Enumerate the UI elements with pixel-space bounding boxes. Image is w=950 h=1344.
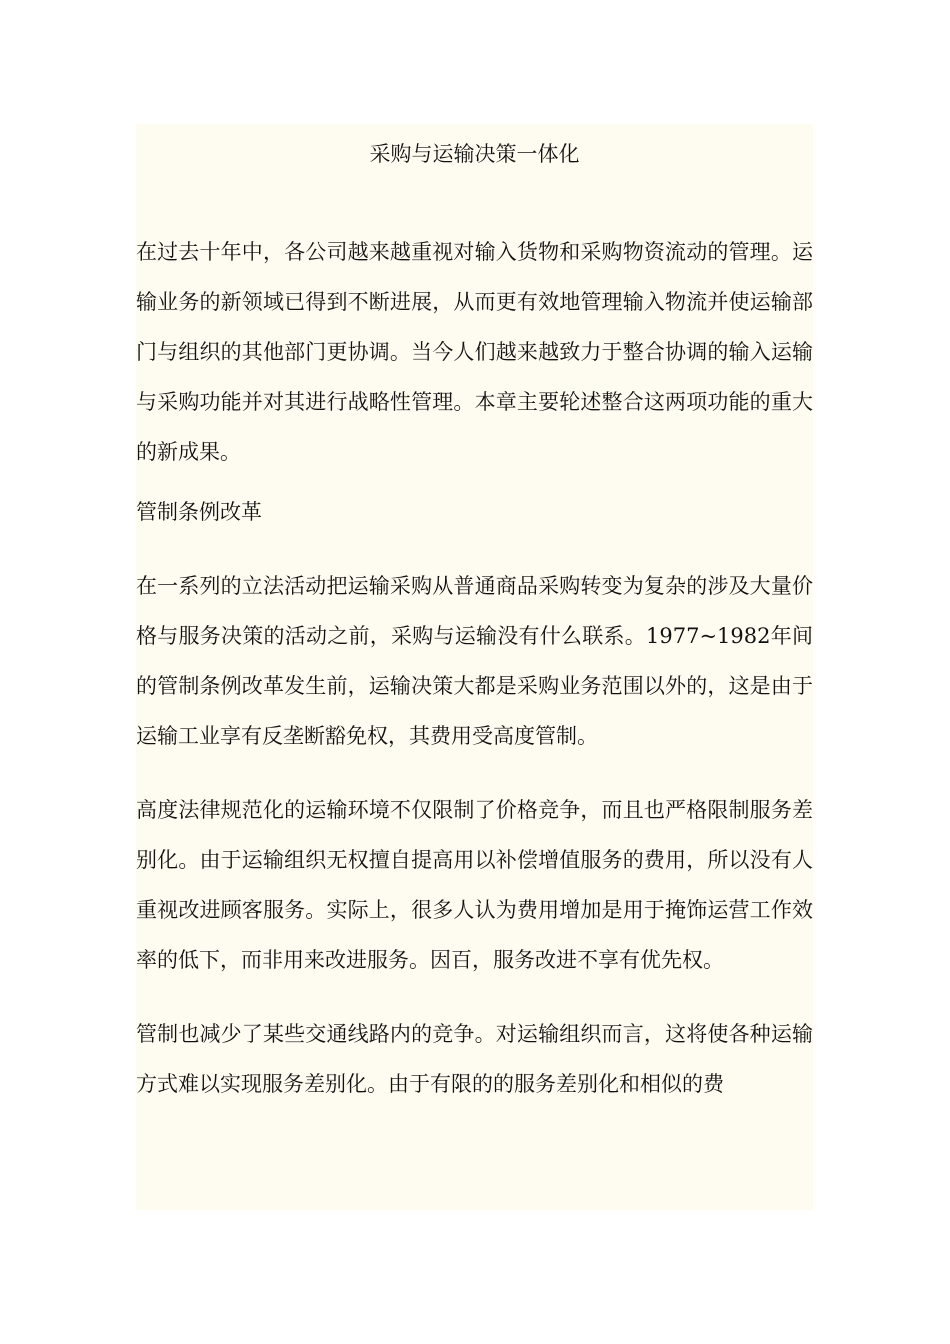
- paragraph-competition: 管制也减少了某些交通线路内的竞争。对运输组织而言，这将使各种运输方式难以实现服务差别化。由于有限的的服务差别化和相似的费: [136, 1022, 813, 1096]
- document-body: [136, 124, 813, 1210]
- paragraph-history: 在一系列的立法活动把运输采购从普通商品采购转变为复杂的涉及大量价格与服务决策的活动之前，采购与运输没有什么联系。1977~1982年间的管制条例改革发生前，运输决策大都是采购业务范围以外的，这是由于运输工业享有反垄断豁免权，其费用受高度管制。: [136, 574, 813, 748]
- paragraph-intro: 在过去十年中，各公司越来越重视对输入货物和采购物资流动的管理。运输业务的新领域已得到不断进展，从而更有效地管理输入物流并使运输部门与组织的其他部门更协调。当今人们越来越致力于整合协调的输入运输与采购功能并对其进行战略性管理。本章主要轮述整合这两项功能的重大的新成果。: [136, 240, 813, 464]
- document-title: 采购与运输决策一体化: [369, 142, 580, 166]
- section-heading: 管制条例改革: [136, 500, 262, 524]
- paragraph-regulation: 高度法律规范化的运输环境不仅限制了价格竞争，而且也严格限制服务差别化。由于运输组织无权擅自提高用以补偿增值服务的费用，所以没有人重视改进顾客服务。实际上，很多人认为费用增加是用于掩饰运营工作效率的低下，而非用来改进服务。因百，服务改进不享有优先权。: [136, 798, 813, 972]
